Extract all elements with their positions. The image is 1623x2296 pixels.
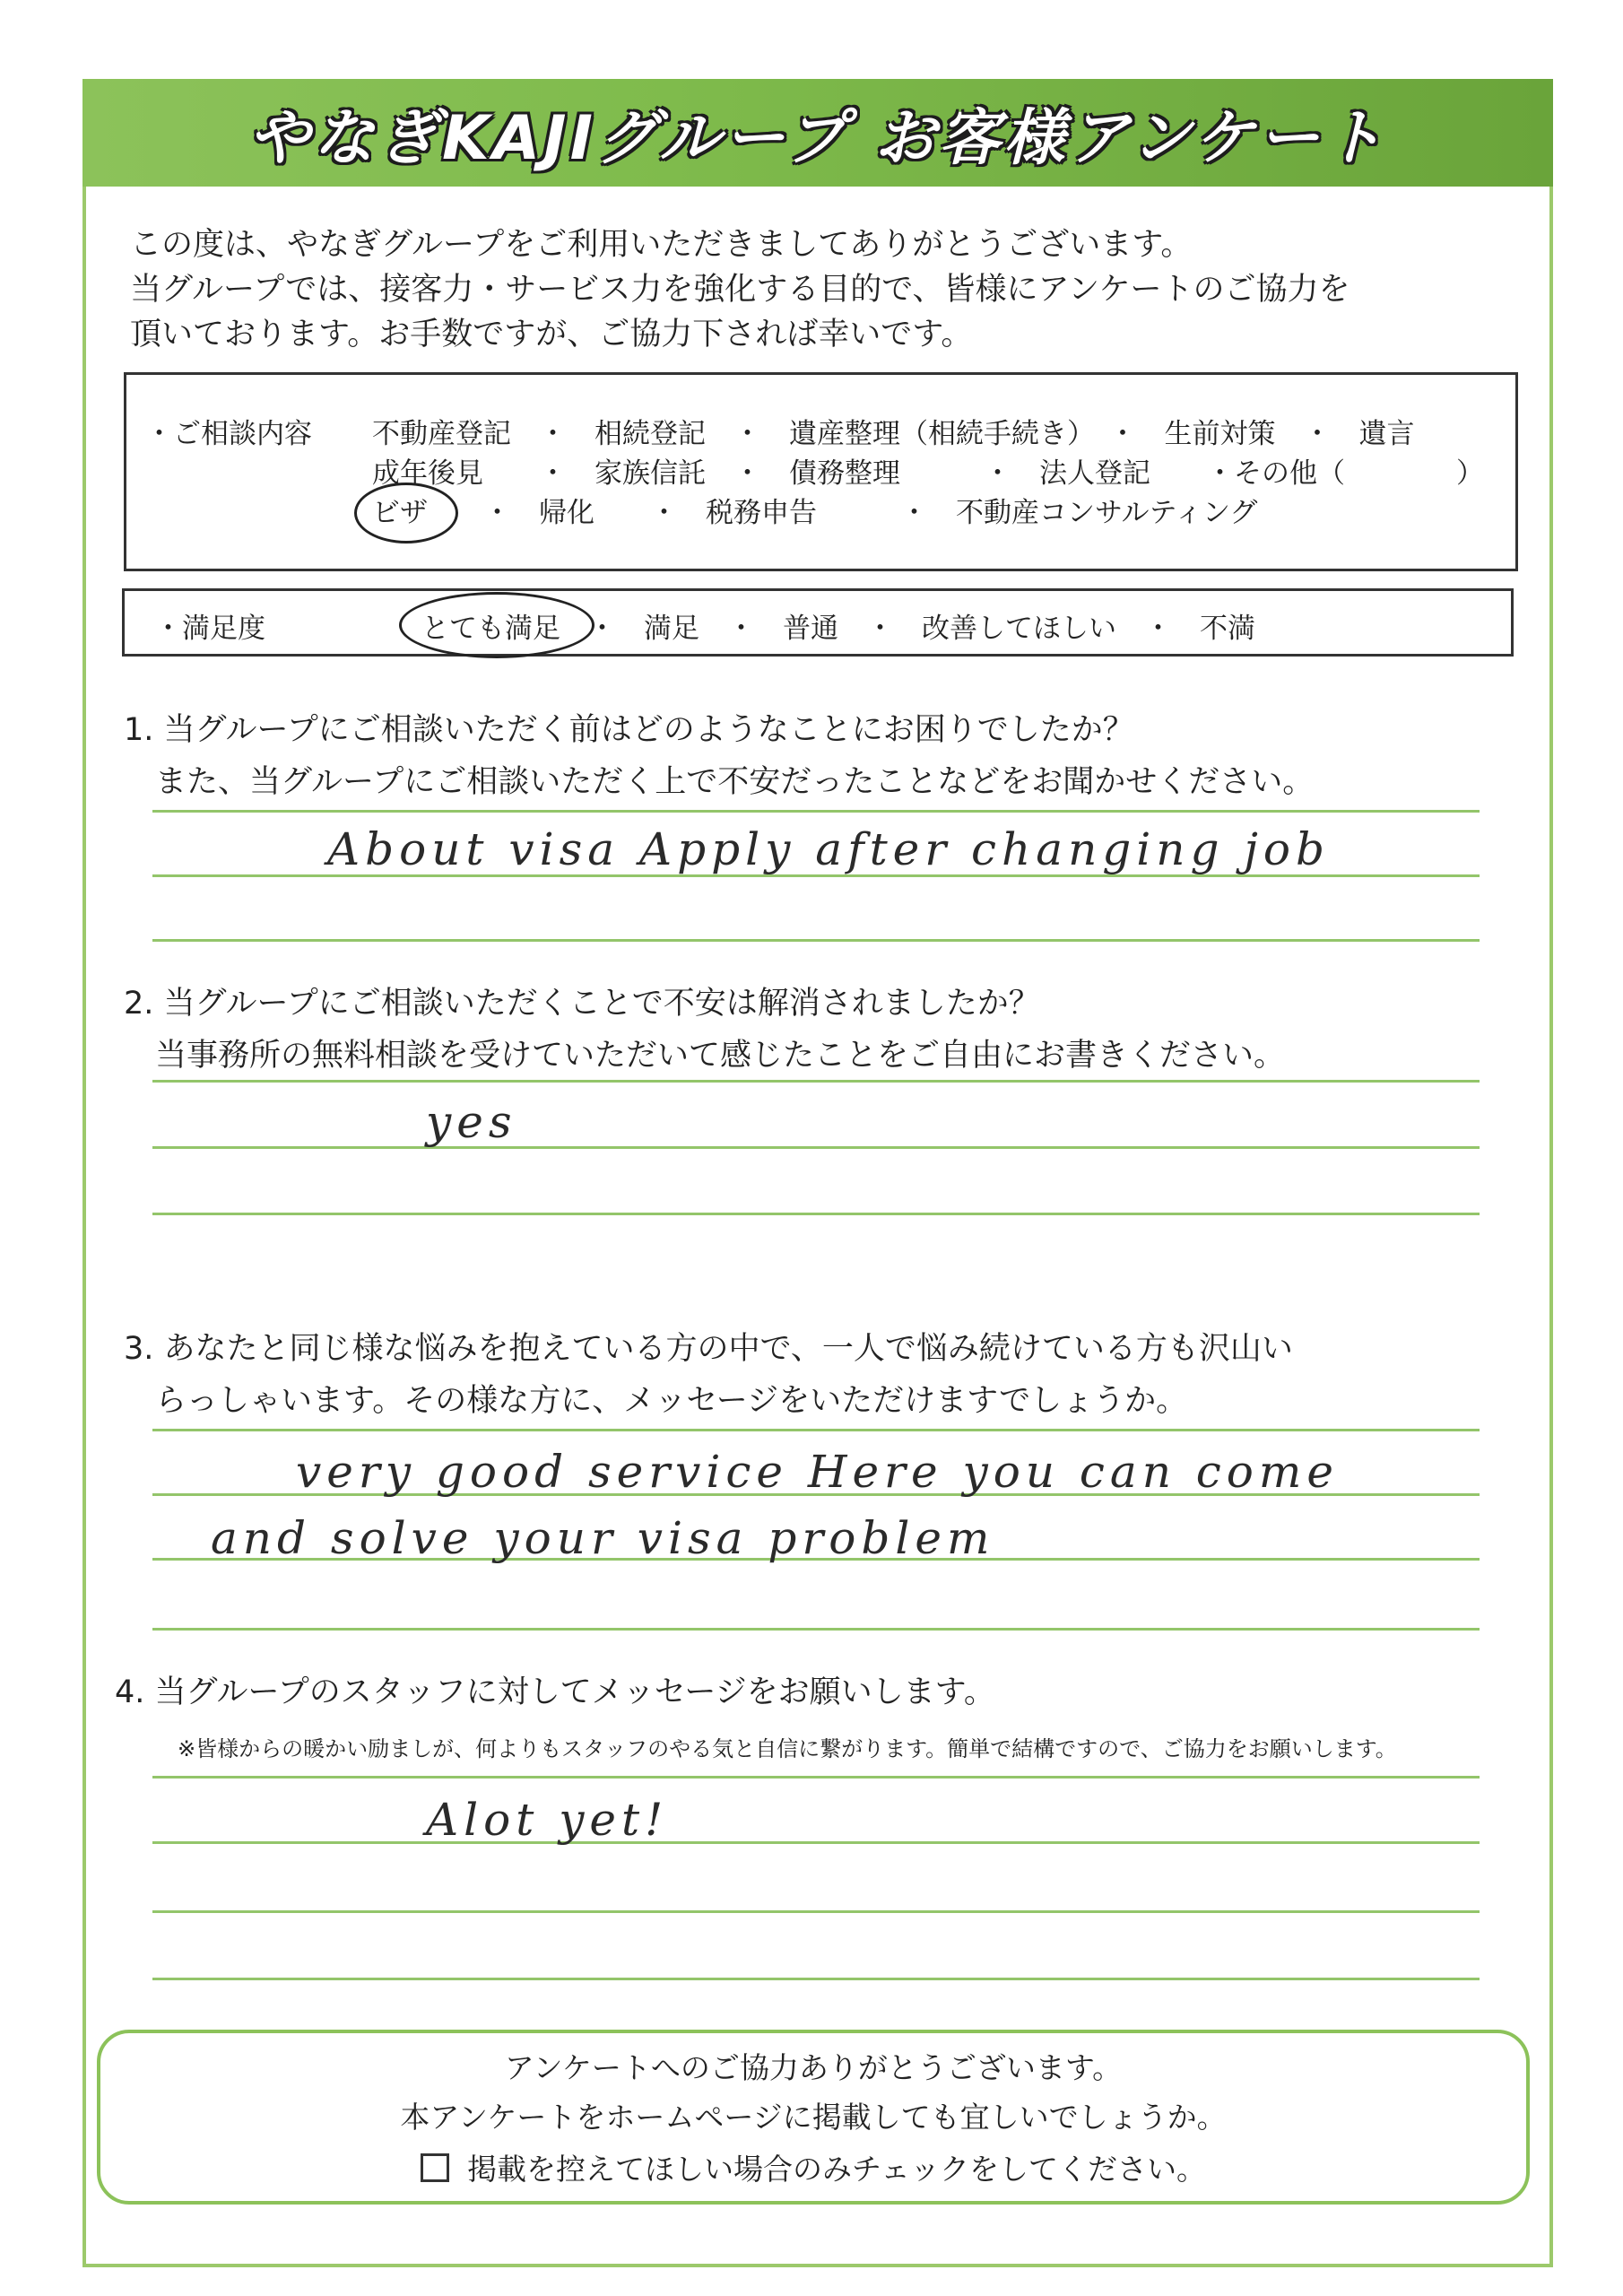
- answer-rule: [152, 810, 1480, 813]
- consultation-label: ・ご相談内容: [145, 418, 312, 450]
- publish-opt-out-checkbox[interactable]: [421, 2153, 449, 2182]
- answer-3-handwriting-line-2: and solve your visa problem: [211, 1512, 995, 1564]
- selected-satisfaction-circle: [399, 592, 595, 658]
- question-1-line: 1. 当グループにご相談いただく前はどのようなことにお困りでしたか？: [124, 712, 1134, 748]
- answer-3-handwriting-line-1: very good service Here you can come: [296, 1446, 1339, 1498]
- question-2-line: 当事務所の無料相談を受けていただいて感じたことをご自由にお書きください。: [124, 1038, 1286, 1074]
- survey-title: やなぎKAJIグループ お客様アンケート: [247, 103, 1388, 174]
- question-4: 4. 当グループのスタッフに対してメッセージをお願いします。: [115, 1674, 995, 1710]
- answer-rule: [152, 1080, 1480, 1083]
- answer-rule: [152, 1213, 1480, 1215]
- footer-question: 本アンケートをホームページに掲載しても宜しいでしょうか。: [400, 2100, 1227, 2135]
- satisfaction-label: ・満足度: [154, 613, 265, 645]
- footer-checkbox-row: [97, 2146, 1530, 2188]
- question-4-note: ※皆様からの暖かい励ましが、何よりもスタッフのやる気と自信に繋がります。簡単で結構ですので、ご協力をお願いします。: [178, 1736, 1397, 1761]
- intro-line: 頂いております。お手数ですが、ご協力下されば幸いです。: [130, 317, 973, 352]
- question-3-line: 3. あなたと同じ様な悩みを抱えている方の中で、一人で悩み続けている方も沢山い: [124, 1331, 1293, 1367]
- selected-visa-circle: [354, 483, 458, 544]
- answer-rule: [152, 1146, 1480, 1149]
- answer-1-handwriting: About visa Apply after changing job: [327, 823, 1330, 875]
- intro-text: [130, 222, 1350, 357]
- answer-rule: [152, 1978, 1480, 1980]
- answer-4-handwriting: Alot yet!: [426, 1794, 669, 1846]
- satisfaction-options: とても満足 ・ 満足 ・ 普通 ・ 改善してほしい ・ 不満: [421, 613, 1255, 645]
- question-3: [124, 1323, 1293, 1427]
- question-2: [124, 978, 1285, 1082]
- intro-line: この度は、やなぎグループをご利用いただきましてありがとうございます。: [130, 227, 1193, 263]
- question-1: [124, 704, 1314, 808]
- question-3-line: らっしゃいます。その様な方に、メッセージをいただけますでしょうか。: [124, 1383, 1188, 1419]
- consultation-row-3: ビザ ・ 帰化 ・ 税務申告 ・ 不動産コンサルティング: [372, 497, 1258, 529]
- footer-checkbox-label: 掲載を控えてほしい場合のみチェックをしてください。: [466, 2152, 1206, 2187]
- question-1-line: また、当グループにご相談いただく上で不安だったことなどをお聞かせください。: [124, 764, 1315, 800]
- consultation-row-1: 不動産登記 ・ 相続登記 ・ 遺産整理（相続手続き） ・ 生前対策 ・ 遺言: [372, 418, 1415, 450]
- answer-rule: [152, 1429, 1480, 1431]
- answer-rule: [152, 939, 1480, 942]
- answer-rule: [152, 1841, 1480, 1844]
- intro-line: 当グループでは、接客力・サービス力を強化する目的で、皆様にアンケートのご協力を: [130, 272, 1350, 308]
- answer-rule: [152, 1910, 1480, 1913]
- consultation-row-2: 成年後見 ・ 家族信託 ・ 債務整理 ・ 法人登記 ・その他（ ）: [372, 457, 1484, 490]
- question-2-line: 2. 当グループにご相談いただくことで不安は解消されましたか？: [124, 986, 1040, 1022]
- answer-rule: [152, 1628, 1480, 1631]
- footer-thanks: アンケートへのご協力ありがとうございます。: [504, 2050, 1123, 2085]
- answer-2-handwriting: yes: [426, 1096, 517, 1148]
- answer-rule: [152, 1776, 1480, 1779]
